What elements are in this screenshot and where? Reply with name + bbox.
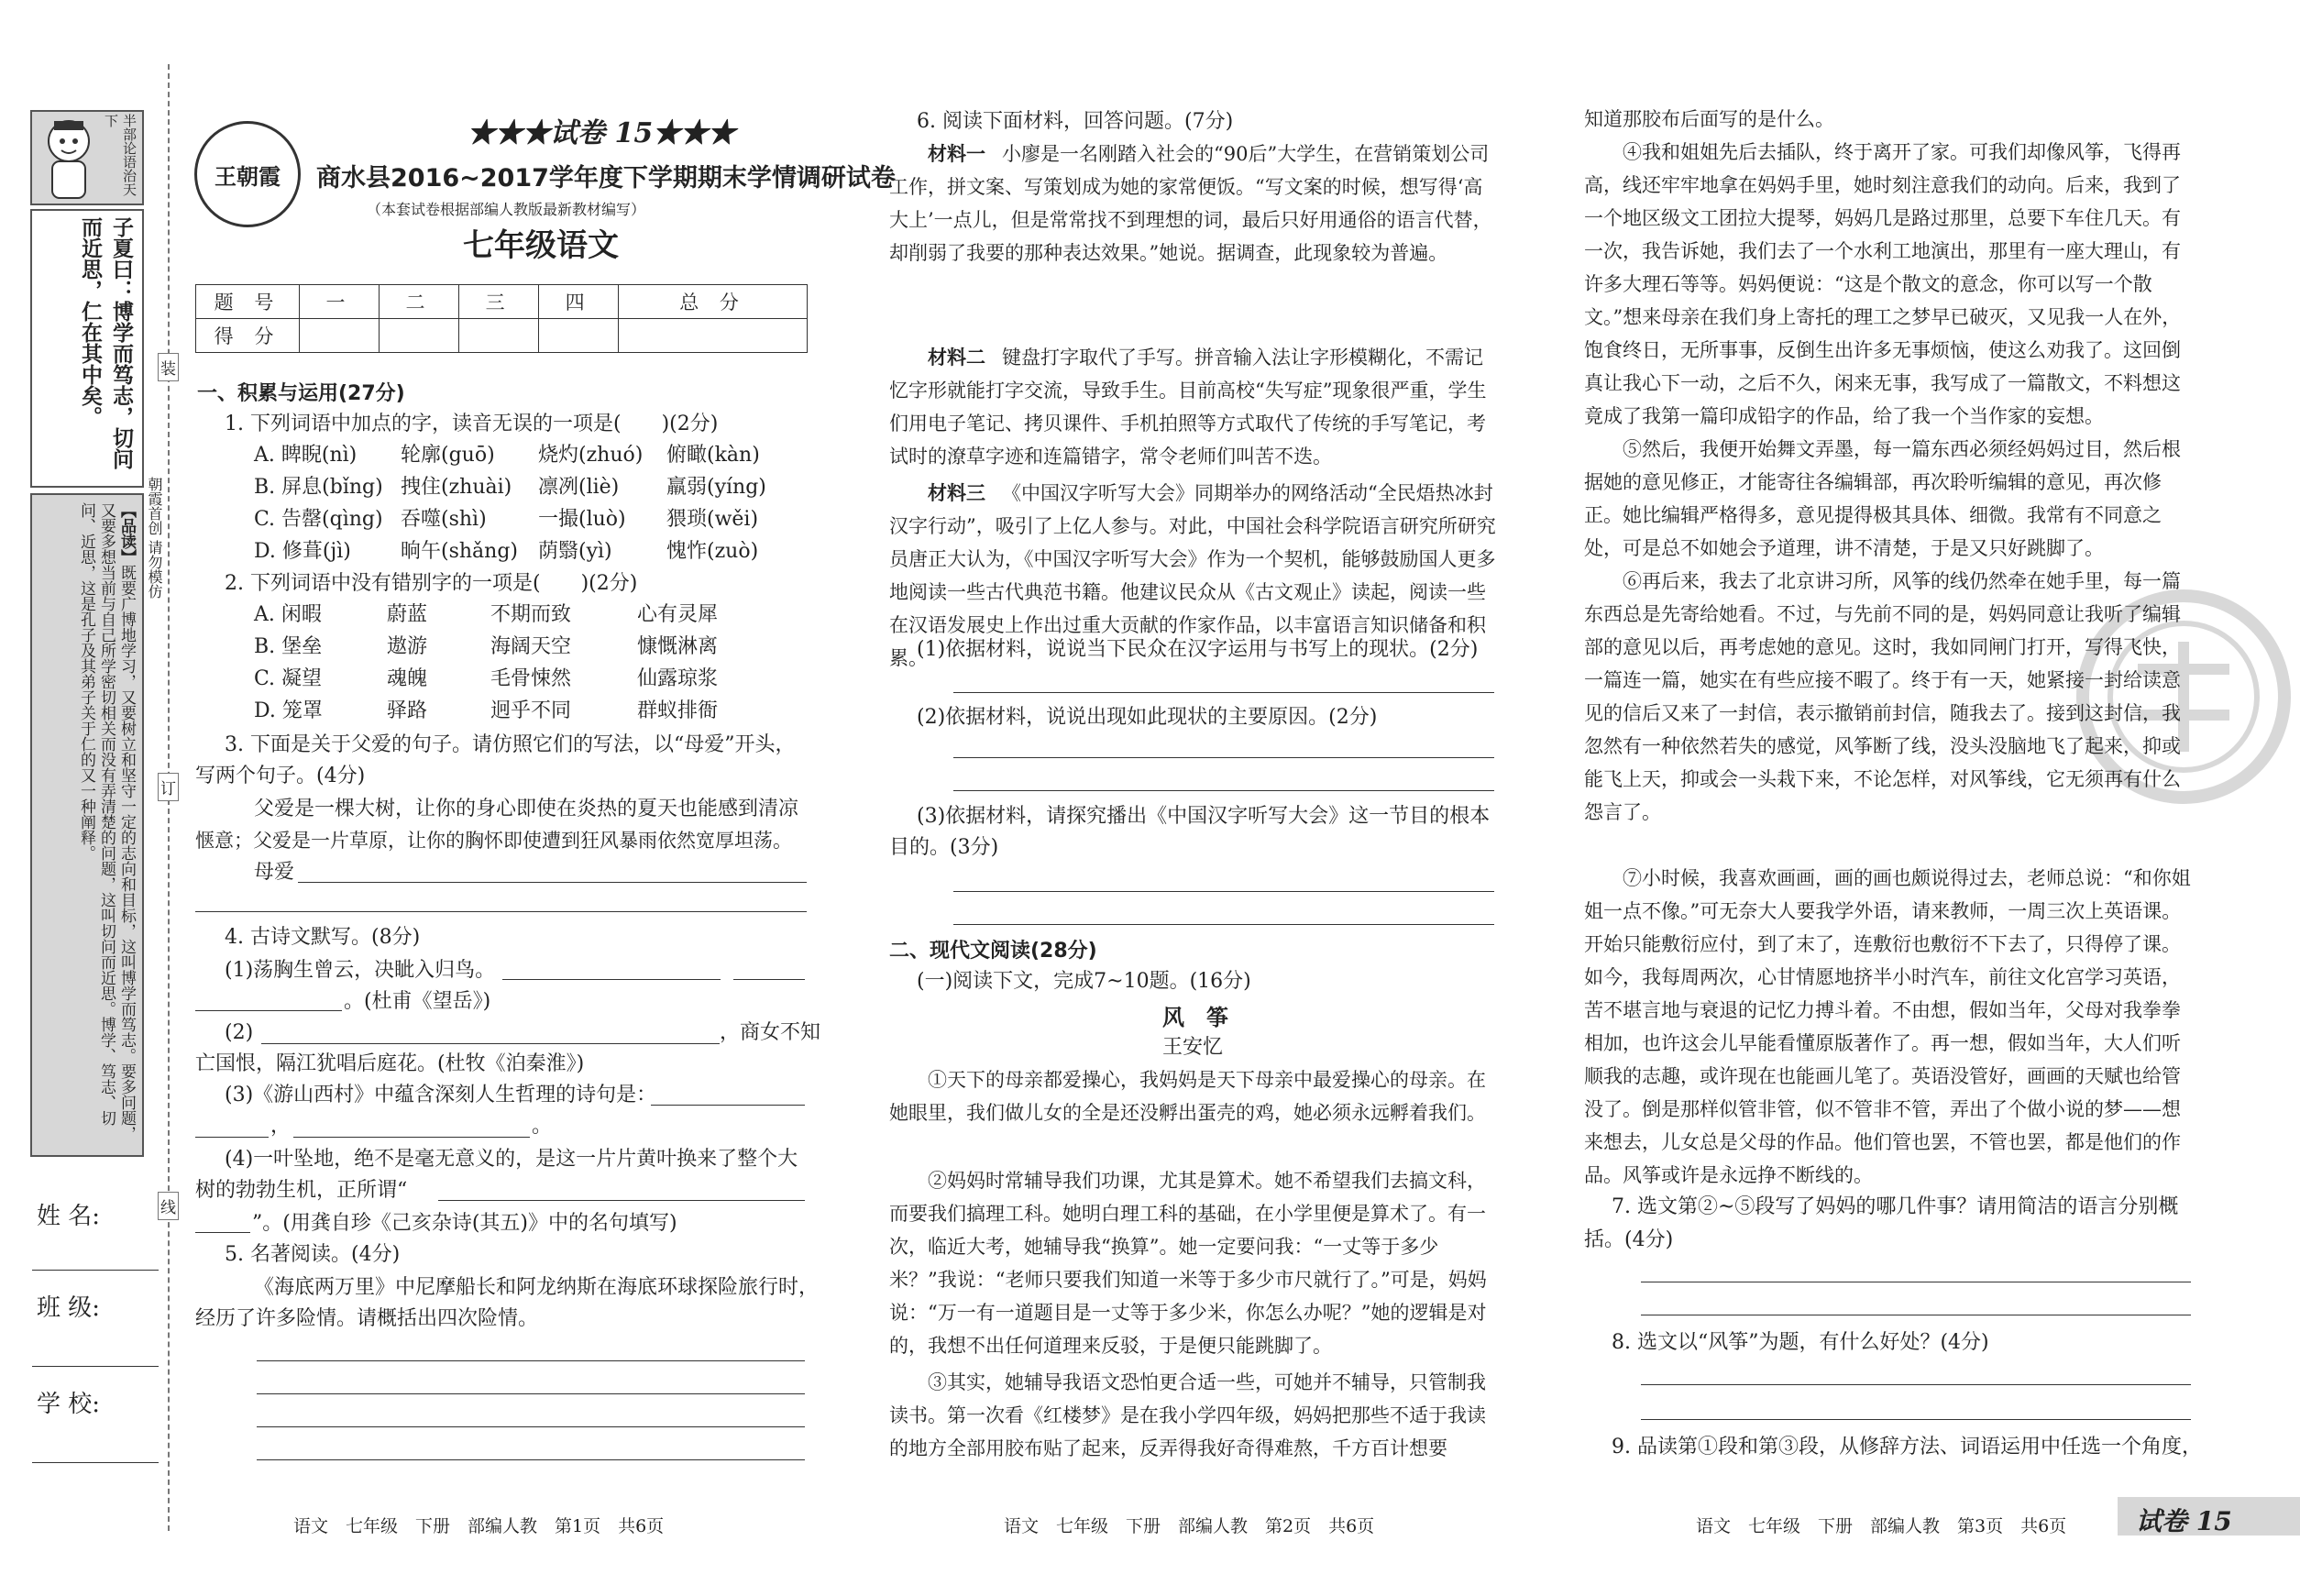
name-label: 姓 名: <box>37 1203 101 1230</box>
question-7-a: 7. 选文第②~⑤段写了妈妈的哪几件事？请用简洁的语言分别概 <box>1612 1195 2179 1218</box>
paragraph-6: ⑥再后来，我去了北京讲习所，风筝的线仍然牵在她手里，每一篇东西总是先寄给她看。不过，与先前不同的是，妈妈同意让我听了编辑部的意见以后，再考虑她的意见。这时，我如同闸门打开，写得飞快，一篇连一篇，她实在有些应接不暇了。终于有一天，她紧接一封给读意见的信后又来了一封信，表示撤销前封信，随我去了。接到这封信，我忽然有一种依然若失的感觉，风筝断了线，没头没脑地飞了起来，抑或能飞上天，抑或会一头栽下来，不论怎样，对风筝线，它无须再有什么怨言了。 <box>1584 570 2181 823</box>
table-cell: 题 号 <box>196 285 300 319</box>
school-label: 学 校: <box>37 1391 101 1418</box>
answer-line[interactable] <box>257 1459 805 1460</box>
option-word: 不期而致 <box>490 603 572 626</box>
answer-line[interactable] <box>502 979 721 980</box>
option-a[interactable]: A. 闲暇 <box>254 603 322 626</box>
option-word: 一撮(luò) <box>538 508 626 531</box>
paragraph-1: ①天下的母亲都爱操心，我妈妈是天下母亲中最爱操心的母亲。在她眼里，我们做儿女的全是还没孵出蛋壳的鸡，她必须永远孵着我们。 <box>889 1069 1486 1124</box>
question-3-c: 父爱是一棵大树，让你的身心即使在炎热的夏天也能感到清凉 <box>254 798 799 820</box>
answer-line[interactable] <box>293 1137 530 1138</box>
cut-label-2: 订 <box>158 773 179 801</box>
answer-line[interactable] <box>261 1043 720 1044</box>
q4-2a: (2) <box>225 1021 254 1044</box>
essay-title: 风 筝 <box>1162 1005 1228 1030</box>
answer-line[interactable] <box>1641 1419 2191 1420</box>
q4-1b: 。(杜甫《望岳》) <box>344 990 491 1013</box>
option-b[interactable]: B. 堡垒 <box>254 635 323 658</box>
score-input[interactable] <box>459 319 539 353</box>
option-word: 拽住(zhuài) <box>401 476 512 499</box>
option-a[interactable]: A. 睥睨(nì) <box>254 444 358 467</box>
q5-a: 《海底两万里》中尼摩船长和阿龙纳斯在海底环球探险旅行时， <box>254 1276 820 1299</box>
exam-note: （本套试卷根据部编人教版最新教材编写） <box>367 201 646 218</box>
q4-1a: (1)荡胸生曾云，决眦入归鸟。 <box>225 959 496 982</box>
paragraph-4: ④我和姐姐先后去插队，终于离开了家。可我们却像风筝，飞得再高，线还牢牢地拿在妈妈手里，她时刻注意我们的动向。后来，我到了一个地区级文工团拉大提琴，妈妈几是路过那里，总要下车住几天。有一次，我告诉她，我们去了一个水利工地演出，那里有一座大理山，有许多大理石等等。妈妈便说：“这是个散文的意念，你可以写一个散文。”想来母亲在我们身上寄托的理工之梦早已破灭，又见我一人在外，饱食终日，无所事事，反倒生出许多无事烦恼，使这么劝我了。这回倒真让我心下一动，之后不久，闲来无事，我写成了一篇散文，不料想这竟成了我第一篇印成铅字的作品，给了我一个当作家的妄想。 <box>1584 141 2182 427</box>
question-2: 2. 下列词语中没有错别字的一项是( )(2分) <box>225 572 638 595</box>
answer-line[interactable] <box>953 891 1494 892</box>
answer-line[interactable] <box>1641 1384 2191 1385</box>
logo <box>194 121 301 227</box>
table-row <box>196 319 808 353</box>
subsection-1: (一)阅读下文，完成7~10题。(16分) <box>917 970 1251 993</box>
paragraph-3-end: 知道那胶布后面写的是什么。 <box>1584 108 1834 130</box>
option-word: 心有灵犀 <box>637 603 719 626</box>
quote-box <box>30 209 144 488</box>
q4-3b: ， <box>270 1115 292 1138</box>
q5-b: 经历了许多险情。请概括出四次险情。 <box>195 1307 539 1330</box>
school-field[interactable] <box>32 1462 159 1463</box>
answer-line[interactable] <box>257 1426 805 1427</box>
option-word: 烧灼(zhuó) <box>538 444 644 467</box>
option-word: 海阔天空 <box>490 635 572 658</box>
footer-page-1: 语文 七年级 下册 部编人教 第1页 共6页 <box>293 1516 665 1536</box>
answer-line[interactable] <box>195 1010 342 1011</box>
table-cell: 三 <box>459 285 539 319</box>
name-field[interactable] <box>32 1270 159 1271</box>
question-7-b: 括。(4分) <box>1584 1228 1674 1251</box>
option-word: 驿路 <box>387 699 428 722</box>
exam-title: 商水县2016~2017学年度下学期期末学情调研试卷 <box>316 164 896 193</box>
class-label: 班 级: <box>37 1294 101 1322</box>
table-cell: 一 <box>300 285 380 319</box>
star-icon: ★★★ <box>468 117 550 149</box>
option-word: 羸弱(yíng) <box>666 476 766 499</box>
q4-3c: 。 <box>532 1115 553 1138</box>
score-table <box>195 284 808 353</box>
answer-line[interactable] <box>953 692 1494 693</box>
option-word: 仙露琼浆 <box>637 667 719 690</box>
answer-line[interactable] <box>651 1105 805 1106</box>
option-word: 俯瞰(kàn) <box>666 444 760 467</box>
q4-2c: 亡国恨，隔江犹唱后庭花。(杜牧《泊秦淮》) <box>195 1052 585 1075</box>
subject-title: 七年级语文 <box>463 227 619 264</box>
question-4: 4. 古诗文默写。(8分) <box>225 926 421 949</box>
option-word: 群蚁排衙 <box>637 699 719 722</box>
answer-line[interactable] <box>953 924 1494 925</box>
section-1-title: 一、积累与运用(27分) <box>197 382 405 405</box>
question-8: 8. 选文以“风筝”为题，有什么好处？(4分) <box>1612 1331 1989 1354</box>
option-d[interactable]: D. 笼罩 <box>254 699 323 722</box>
table-cell: 四 <box>539 285 619 319</box>
option-word: 荫翳(yì) <box>538 540 612 563</box>
score-input[interactable] <box>300 319 380 353</box>
question-1: 1. 下列词语中加点的字，读音无误的一项是( )(2分) <box>225 413 719 435</box>
answer-line[interactable] <box>733 979 805 980</box>
material-1 <box>889 138 1502 270</box>
answer-line[interactable] <box>195 1232 250 1233</box>
option-d[interactable]: D. 修葺(jì) <box>254 540 351 563</box>
option-word: 吞噬(shì) <box>401 508 487 531</box>
question-9: 9. 品读第①段和第③段，从修辞方法、词语运用中任选一个角度， <box>1612 1436 2202 1458</box>
score-input[interactable] <box>380 319 459 353</box>
paragraph-2: ②妈妈时常辅导我们功课，尤其是算术。她不希望我们去搞文科，而要我们搞理工科。她明白理工科的基础，在小学里便是算术了。有一次，临近大考，她辅导我“换算”。她一定要问我：“一丈等于多少米？”我说：“老师只要我们知道一米等于多少市尺就行了。”可是，妈妈说：“万一有一道题目是一丈等于多少米，你怎么办呢？”她的逻辑是对的，我想不出任何道理来反驳，于是便只能跳脚了。 <box>889 1170 1487 1357</box>
q4-4b: 树的勃勃生机，正所谓“ <box>195 1179 408 1202</box>
option-word: 凛冽(liè) <box>538 476 620 499</box>
paper-no-text: 试卷 15 <box>550 117 654 149</box>
option-word: 晌午(shǎng) <box>401 540 518 563</box>
option-b[interactable]: B. 屏息(bǐng) <box>254 476 383 499</box>
answer-line[interactable] <box>953 790 1494 791</box>
answer-line[interactable] <box>953 757 1494 758</box>
score-input[interactable] <box>619 319 808 353</box>
material-3-text: 《中国汉字听写大会》同期举办的网络活动“全民焐热冰封汉字行动”，吸引了上亿人参与。对此，中国社会科学院语言研究所研究员唐正大认为，《中国汉字听写大会》作为一个契机，能够鼓励国人更多地阅读一些古代典范书籍。他建议民众从《古文观止》读起，阅读一些在汉语发展史上作出过重大贡献的作家作品，以丰富语言知识储备和积累。 <box>889 482 1496 669</box>
class-field[interactable] <box>32 1366 159 1367</box>
answer-line[interactable] <box>195 911 807 912</box>
footer-page-2: 语文 七年级 下册 部编人教 第2页 共6页 <box>1004 1516 1375 1536</box>
table-cell: 总 分 <box>619 285 808 319</box>
note-box <box>30 493 144 1157</box>
q4-2b: ，商女不知 <box>720 1021 821 1044</box>
answer-line[interactable] <box>298 882 807 883</box>
note-tab: 【品读】 <box>117 502 136 565</box>
score-input[interactable] <box>539 319 619 353</box>
question-3-b: 写两个句子。(4分) <box>195 765 366 787</box>
cut-label-3: 线 <box>158 1192 179 1220</box>
question-3-e: 母爱 <box>254 861 295 884</box>
logo-text: 王朝霞 <box>215 162 281 190</box>
option-word: 毛骨悚然 <box>490 667 572 690</box>
motto-box <box>30 110 144 205</box>
q4-4c: ”。(用龚自珍《己亥杂诗(其五)》中的名句填写) <box>252 1212 677 1235</box>
cut-label-1: 装 <box>158 353 179 381</box>
paragraph-5: ⑤然后，我便开始舞文弄墨，每一篇东西必须经妈妈过目，然后根据她的意见修正，才能寄往各编辑部，再次聆听编辑的意见，再次修正。她比编辑严格得多，意见提得极其具体、细微。我常有不同意之处，可是总不如她会予道理，讲不清楚，于是又只好跳脚了。 <box>1584 438 2181 559</box>
material-1-text: 小廖是一名刚踏入社会的“90后”大学生，在营销策划公司工作，拼文案、写策划成为她的家常便饭。“写文案的时候，想写得‘高大上’一点儿，但是常常找不到理想的词，最后只好用通俗的语言代替，却削弱了我要的那种表达效果。”她说。据调查，此现象较为普遍。 <box>889 143 1492 264</box>
answer-line[interactable] <box>257 1393 805 1394</box>
answer-line[interactable] <box>195 1137 269 1138</box>
option-c[interactable]: C. 告罄(qìng) <box>254 508 383 531</box>
option-word: 迥乎不同 <box>490 699 572 722</box>
motto-text: 半部论语治天下 <box>103 114 138 196</box>
note-text <box>76 502 137 1144</box>
paper-no <box>468 110 735 150</box>
paragraph-3: ③其实，她辅导我语文恐怕更合适一些，可她并不辅导，只管制我读书。第一次看《红楼梦》是在我小学四年级，妈妈把那些不适于我读的地方全部用胶布贴了起来，反弄得我好奇得难熬，千方百计想要 <box>889 1371 1486 1459</box>
option-word: 猥琐(wěi) <box>666 508 759 531</box>
essay-author: 王安忆 <box>1162 1036 1224 1059</box>
material-1-label: 材料一 <box>928 143 985 165</box>
q4-3a: (3)《游山西村》中蕴含深刻人生哲理的诗句是： <box>225 1084 657 1106</box>
quote-main: 子夏曰：博学而笃志，切问而近思，仁在其中矣。 <box>78 216 134 469</box>
material-2-label: 材料二 <box>928 347 985 369</box>
option-word: 愧怍(zuò) <box>666 540 759 563</box>
section-2-title: 二、现代文阅读(28分) <box>889 940 1097 963</box>
paragraph-7: ⑦小时候，我喜欢画画，画的画也颇说得过去，老师总说：“和你姐姐一点不像。”可无奈大人要我学外语，请来教师，一周三次上英语课。开始只能敷衍应付，到了末了，连敷衍也敷衍不下去了，只得停了课。如今，我每周两次，心甘情愿地挤半小时汽车，前往文化宫学习英语，苦不堪言地与衰退的记忆力搏斗着。不由想，假如当年，父母对我拳拳相加，也许这会儿早能看懂原版著作了。再一想，假如当年，大人们听顺我的志趣，或许现在也能画儿笔了。英语没管好，画画的天赋也给管没了。倒是那样似管非管，似不管非不管，弄出了个做小说的梦——想来想去，儿女总是父母的作品。他们管也罢，不管也罢，都是他们的作品。风筝或许是永远挣不断线的。 <box>1584 867 2191 1186</box>
option-word: 蔚蓝 <box>387 603 428 626</box>
material-2-text: 键盘打字取代了手写。拼音输入法让字形模糊化，不需记忆字形就能打字交流，导致手生。目前高校“失写症”现象很严重，学生们用电子笔记、拷贝课件、手机拍照等方式取代了传统的手写笔记，考试时的潦草字迹和连篇错字，常令老师们叫苦不迭。 <box>889 347 1487 468</box>
question-5: 5. 名著阅读。(4分) <box>225 1243 401 1266</box>
question-6: 6. 阅读下面材料，回答问题。(7分) <box>917 110 1234 133</box>
question-3-d: 惬意；父爱是一片草原，让你的胸怀即使遭到狂风暴雨依然宽厚坦荡。 <box>195 830 792 852</box>
footer-page-3: 语文 七年级 下册 部编人教 第3页 共6页 <box>1696 1516 2067 1536</box>
option-c[interactable]: C. 凝望 <box>254 667 323 690</box>
table-cell: 二 <box>380 285 459 319</box>
brand-vertical: 朝霞首创 请勿模仿 <box>146 477 163 600</box>
star-icon: ★★★ <box>653 117 736 149</box>
footer-brand: 试卷 15 <box>2136 1506 2232 1536</box>
option-word: 魂魄 <box>387 667 428 690</box>
material-2 <box>889 341 1502 473</box>
q6-1: (1)依据材料，说说当下民众在汉字运用与书写上的现状。(2分) <box>917 638 1479 661</box>
table-row <box>196 285 808 319</box>
answer-line[interactable] <box>257 1360 805 1361</box>
option-word: 遨游 <box>387 635 428 658</box>
q4-4a: (4)一叶坠地，绝不是毫无意义的，是这一片片黄叶换来了整个大 <box>225 1148 798 1171</box>
figure-icon <box>36 114 102 202</box>
q6-3b: 目的。(3分) <box>889 836 999 859</box>
material-3-label: 材料三 <box>928 482 985 504</box>
q6-3a: (3)依据材料，请探究播出《中国汉字听写大会》这一节目的根本 <box>917 805 1491 828</box>
note-body: 既要广博地学习，又要树立和坚守一定的志向和目标，这叫博学而笃志。要多问题，又要多想当前与自己所学密切相关而没有弄清楚的问题，这叫切问而近思。博学、笃志、切问、近思，这是孔子及其弟子关于仁的又一种阐释。 <box>77 502 136 1141</box>
option-word: 轮廓(guō) <box>401 444 495 467</box>
answer-line[interactable] <box>438 1200 805 1201</box>
table-cell: 得 分 <box>196 319 300 353</box>
option-word: 慷慨淋离 <box>637 635 719 658</box>
q6-2: (2)依据材料，说说出现如此现状的主要原因。(2分) <box>917 706 1378 729</box>
question-3-a: 3. 下面是关于父爱的句子。请仿照它们的写法，以“母爱”开头， <box>225 733 796 756</box>
